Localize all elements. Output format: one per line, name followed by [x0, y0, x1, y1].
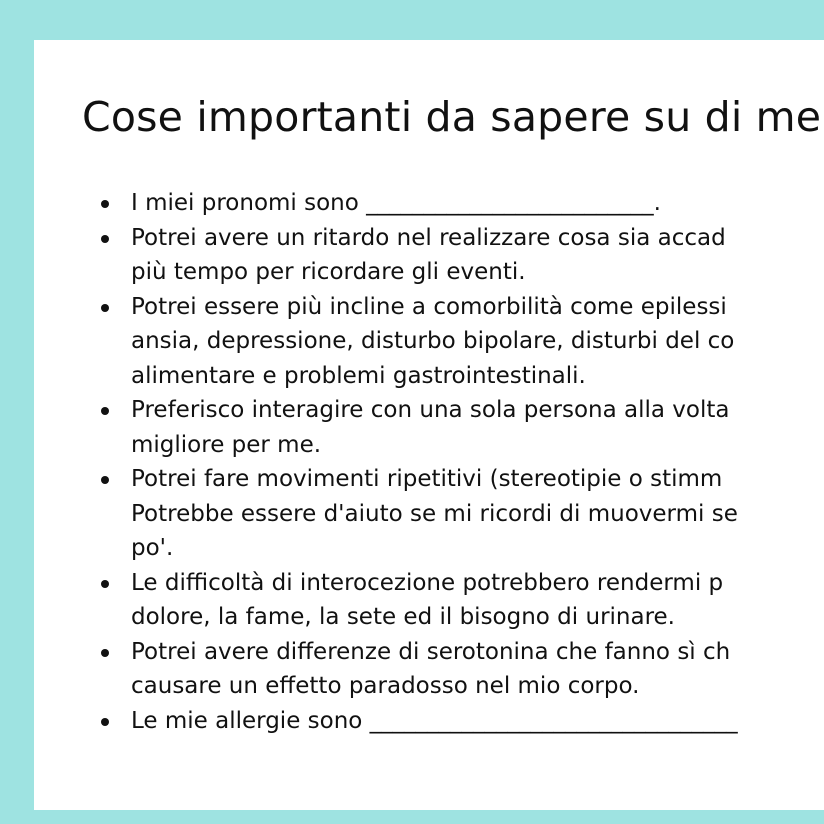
bullet-list	[131, 186, 824, 738]
bullet-dot-icon	[101, 304, 109, 312]
bullet-dot-icon	[101, 200, 109, 208]
list-item-line: Potrei avere un ritardo nel realizzare cosa sia accad	[131, 224, 726, 251]
list-item-line: po'.	[131, 535, 174, 561]
list-item-line: I miei pronomi sono _________________________.	[131, 190, 661, 216]
list-item-line: Le mie allergie sono ________________________________	[131, 707, 738, 734]
list-item-line: migliore per me.	[131, 431, 322, 458]
list-item-interoception	[131, 566, 824, 635]
bullet-dot-icon	[101, 580, 109, 588]
list-item-line: Potrei essere più incline a comorbilità come epilessi	[131, 293, 727, 320]
bullet-dot-icon	[101, 649, 109, 657]
list-item-comorbidities	[131, 290, 824, 394]
list-item-line: Potrebbe essere d'aiuto se mi ricordi di muovermi se	[131, 500, 738, 527]
list-item-line: Le difficoltà di interocezione potrebbero rendermi p	[131, 569, 724, 596]
list-item-pronouns	[131, 186, 824, 221]
bullet-dot-icon	[101, 235, 109, 243]
bullet-dot-icon	[101, 407, 109, 415]
bullet-dot-icon	[101, 476, 109, 484]
list-item-line: causare un effetto paradosso nel mio corpo.	[131, 673, 640, 699]
list-item-line: dolore, la fame, la sete ed il bisogno di urinare.	[131, 604, 675, 630]
list-item-line: più tempo per ricordare gli eventi.	[131, 259, 526, 285]
list-item-allergies	[131, 704, 824, 739]
info-card	[34, 40, 824, 810]
list-item-delay	[131, 221, 824, 290]
list-item-line: Potrei fare movimenti ripetitivi (stereotipie o stimm	[131, 466, 723, 492]
list-item-movements	[131, 462, 824, 566]
list-item-line: alimentare e problemi gastrointestinali.	[131, 362, 586, 389]
page-title: Cose importanti da sapere su di me	[82, 93, 822, 141]
list-item-interaction	[131, 393, 824, 462]
list-item-line: Potrei avere differenze di serotonina che fanno sì ch	[131, 638, 731, 665]
list-item-line: Preferisco interagire con una sola persona alla volta	[131, 397, 730, 423]
bullet-dot-icon	[101, 718, 109, 726]
list-item-line: ansia, depressione, disturbo bipolare, disturbi del co	[131, 328, 735, 354]
list-item-serotonin	[131, 635, 824, 704]
